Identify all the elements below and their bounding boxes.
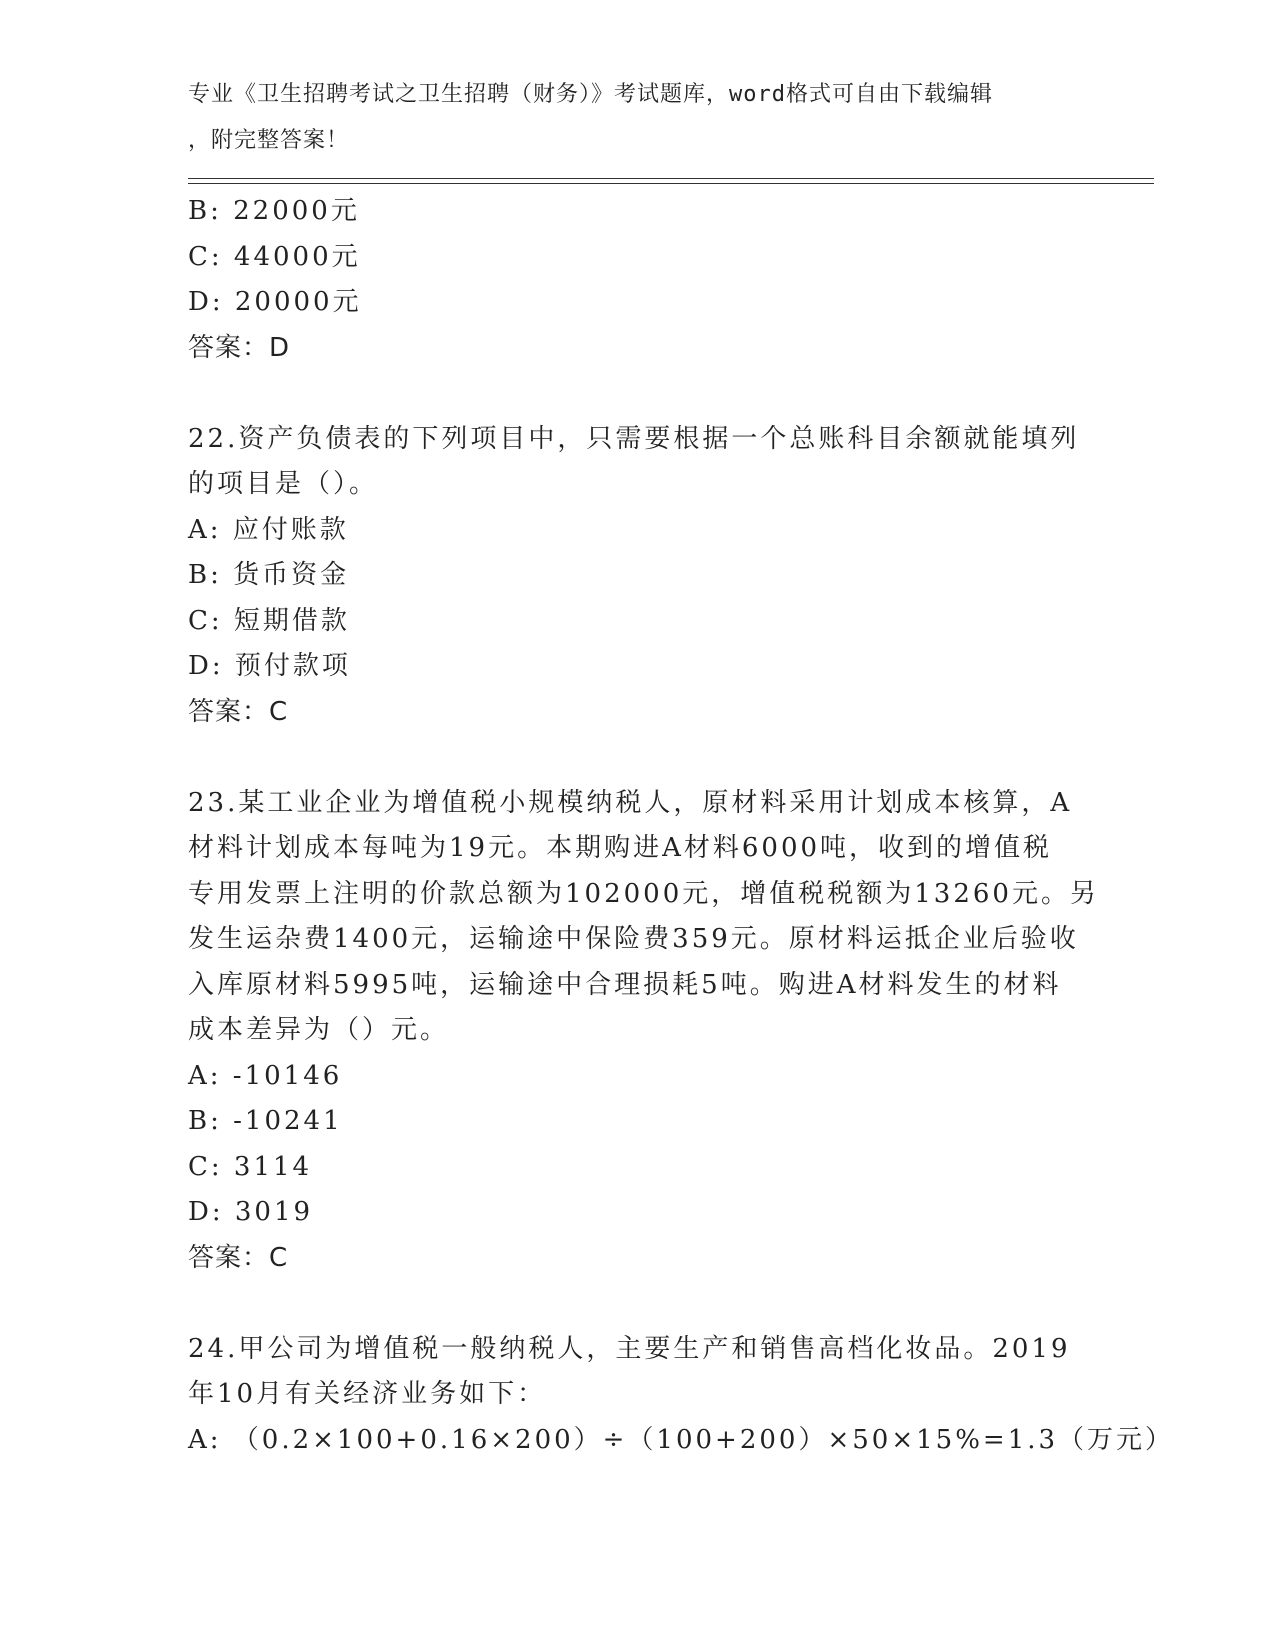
option-a: A: -10146	[188, 1060, 343, 1091]
question-22	[188, 417, 1080, 736]
header-divider	[188, 178, 1154, 179]
option-c: C: 3114	[188, 1151, 313, 1182]
question-text: 23.某工业企业为增值税小规模纳税人，原材料采用计划成本核算，A	[188, 787, 1073, 818]
document-header	[188, 72, 1088, 163]
answer-line: 答案：C	[188, 696, 289, 727]
answer-line: 答案：C	[188, 1242, 289, 1273]
question-23	[188, 781, 1099, 1282]
option-a: A: 应付账款	[188, 514, 349, 545]
question-text: 年10月有关经济业务如下：	[188, 1379, 547, 1409]
option-d: D: 3019	[188, 1197, 314, 1227]
spacer	[188, 371, 1068, 417]
option-c: C: 短期借款	[188, 605, 350, 636]
question-text: 22.资产负债表的下列项目中，只需要根据一个总账科目余额就能填列	[188, 423, 1080, 454]
question-text: 入库原材料5995吨，运输途中合理损耗5吨。购进A材料发生的材料	[188, 969, 1062, 1000]
question-text: 的项目是（）。	[188, 469, 379, 499]
header-line: ，附完整答案！	[188, 127, 350, 153]
option-b: B: -10241	[188, 1106, 343, 1136]
option-a: A: （0.2×100+0.16×200）÷（100+200）×50×15%=1.3（万元）	[188, 1424, 1175, 1455]
question-24	[188, 1327, 1175, 1464]
question-text: 材料计划成本每吨为19元。本期购进A材料6000吨，收到的增值税	[188, 833, 1053, 863]
question-text: 发生运杂费1400元，运输途中保险费359元。原材料运抵企业后验收	[188, 924, 1079, 954]
option-d: D: 预付款项	[188, 651, 351, 681]
answer-line: 答案：D	[188, 332, 291, 363]
question-text: 成本差异为（）元。	[188, 1015, 450, 1045]
header-line: 专业《卫生招聘考试之卫生招聘（财务）》考试题库，word格式可自由下载编辑	[188, 82, 993, 107]
spacer	[188, 1281, 1068, 1327]
option-b: B: 22000元	[188, 196, 360, 226]
header-divider	[188, 183, 1154, 184]
question-21-tail	[188, 189, 1068, 371]
option-d: D: 20000元	[188, 287, 362, 317]
option-c: C: 44000元	[188, 241, 361, 272]
question-text: 24.甲公司为增值税一般纳税人，主要生产和销售高档化妆品。2019	[188, 1333, 1071, 1364]
question-content	[188, 189, 1175, 1463]
spacer	[188, 735, 1068, 781]
option-b: B: 货币资金	[188, 560, 350, 590]
question-text: 专用发票上注明的价款总额为102000元，增值税税额为13260元。另	[188, 878, 1099, 909]
